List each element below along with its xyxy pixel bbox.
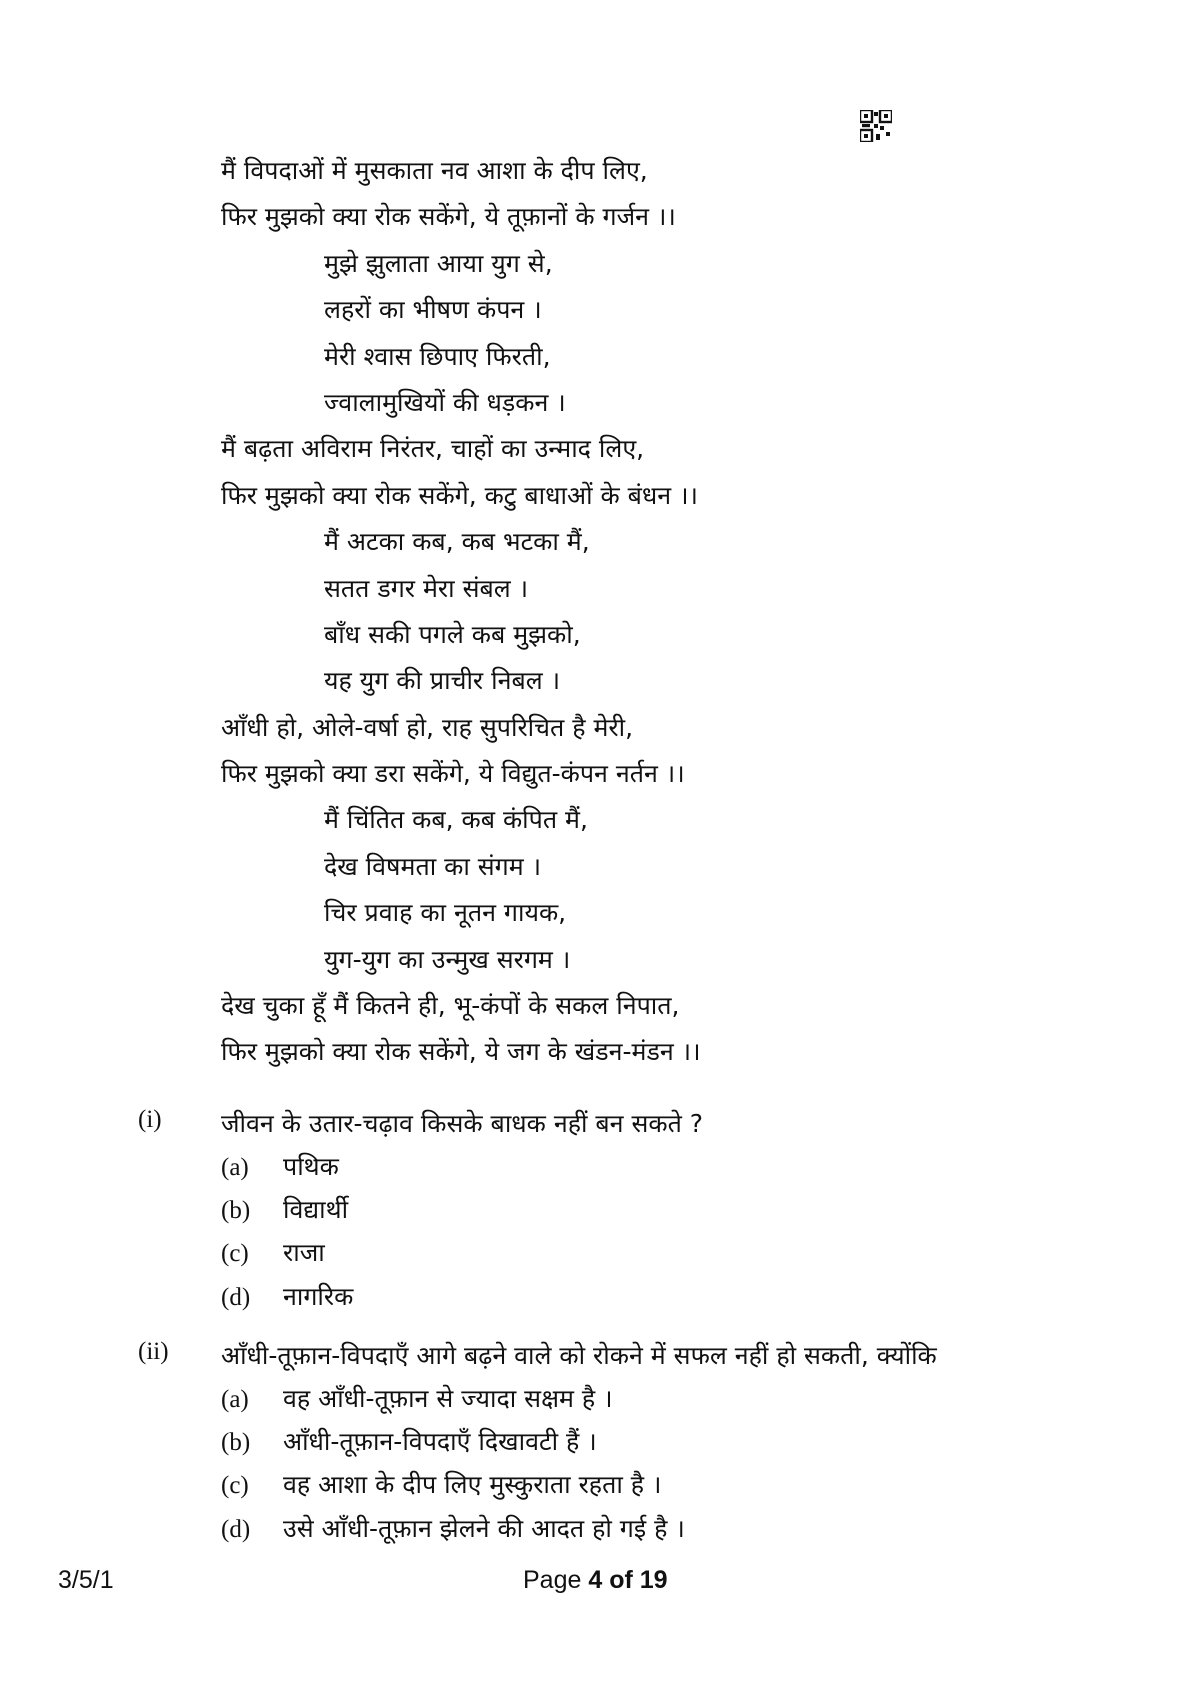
qr-code-icon <box>860 110 892 142</box>
poem-line: फिर मुझको क्या रोक सकेंगे, ये तूफ़ानों के गर्जन ।। <box>221 202 676 232</box>
poem-line: चिर प्रवाह का नूतन गायक, <box>324 898 567 928</box>
poem-line: मैं अटका कब, कब भटका मैं, <box>324 527 590 557</box>
option-label: (c) <box>221 1240 249 1268</box>
option-label: (c) <box>221 1472 249 1500</box>
page-number <box>523 1566 668 1595</box>
poem-line: मैं बढ़ता अविराम निरंतर, चाहों का उन्माद लिए, <box>221 434 645 464</box>
options-list <box>221 1149 353 1322</box>
poem-line: मेरी श्वास छिपाए फिरती, <box>324 341 551 371</box>
option-text: उसे आँधी-तूफ़ान झेलने की आदत हो गई है । <box>283 1513 685 1543</box>
poem-line: मुझे झुलाता आया युग से, <box>324 248 553 278</box>
poem-line: फिर मुझको क्या डरा सकेंगे, ये विद्युत-कंपन नर्तन ।। <box>221 759 685 789</box>
poem-line: सतत डगर मेरा संबल । <box>324 573 529 603</box>
poem-line: फिर मुझको क्या रोक सकेंगे, ये जग के खंडन-मंडन ।। <box>221 1037 701 1067</box>
page-total: of 19 <box>609 1566 668 1594</box>
option-text: आँधी-तूफ़ान-विपदाएँ दिखावटी हैं । <box>283 1427 597 1457</box>
poem-line: मैं विपदाओं में मुसकाता नव आशा के दीप लिए, <box>221 156 648 185</box>
question-text: जीवन के उतार-चढ़ाव किसके बाधक नहीं बन सकते ? <box>221 1109 704 1138</box>
option-text: नागरिक <box>283 1281 354 1311</box>
option-label: (d) <box>221 1283 251 1311</box>
option-label: (a) <box>221 1386 249 1413</box>
poem-line: लहरों का भीषण कंपन । <box>324 295 542 325</box>
option-c[interactable] <box>221 1235 353 1278</box>
option-label: (d) <box>221 1515 251 1543</box>
question-number: (ii) <box>138 1338 169 1365</box>
question-number: (i) <box>138 1106 162 1133</box>
option-label: (b) <box>221 1197 251 1225</box>
option-b[interactable] <box>221 1192 353 1235</box>
option-label: (a) <box>221 1154 249 1181</box>
poem-line: फिर मुझको क्या रोक सकेंगे, कटु बाधाओं के बंधन ।। <box>221 480 699 510</box>
poem-passage <box>221 148 701 1076</box>
poem-line: मैं चिंतित कब, कब कंपित मैं, <box>324 805 588 835</box>
option-text: राजा <box>283 1238 325 1268</box>
option-text: वह आँधी-तूफ़ान से ज्यादा सक्षम है । <box>283 1384 613 1413</box>
option-label: (b) <box>221 1429 251 1457</box>
poem-line: युग-युग का उन्मुख सरगम । <box>324 944 571 974</box>
poem-line: देख विषमता का संगम । <box>324 851 542 881</box>
poem-line: यह युग की प्राचीर निबल । <box>324 666 561 696</box>
question-text: आँधी-तूफ़ान-विपदाएँ आगे बढ़ने वाले को रोकने में सफल नहीं हो सकती, क्योंकि <box>221 1341 937 1370</box>
option-c[interactable] <box>221 1467 685 1510</box>
option-d[interactable] <box>221 1279 353 1322</box>
option-text: पथिक <box>283 1152 339 1181</box>
option-a[interactable] <box>221 1149 353 1192</box>
option-a[interactable] <box>221 1381 685 1424</box>
option-text: वह आशा के दीप लिए मुस्कुराता रहता है । <box>283 1470 662 1500</box>
poem-line: देख चुका हूँ मैं कितने ही, भू-कंपों के सकल निपात, <box>221 991 680 1021</box>
poem-line: ज्वालामुखियों की धड़कन । <box>324 387 566 417</box>
option-text: विद्यार्थी <box>283 1195 349 1225</box>
page-prefix: Page <box>523 1566 582 1594</box>
poem-line: आँधी हो, ओले-वर्षा हो, राह सुपरिचित है मेरी, <box>221 712 634 742</box>
page-current: 4 <box>588 1566 603 1594</box>
option-b[interactable] <box>221 1424 685 1467</box>
poem-line: बाँध सकी पगले कब मुझको, <box>324 619 581 649</box>
option-d[interactable] <box>221 1511 685 1554</box>
options-list <box>221 1381 685 1554</box>
paper-code: 3/5/1 <box>58 1566 114 1594</box>
